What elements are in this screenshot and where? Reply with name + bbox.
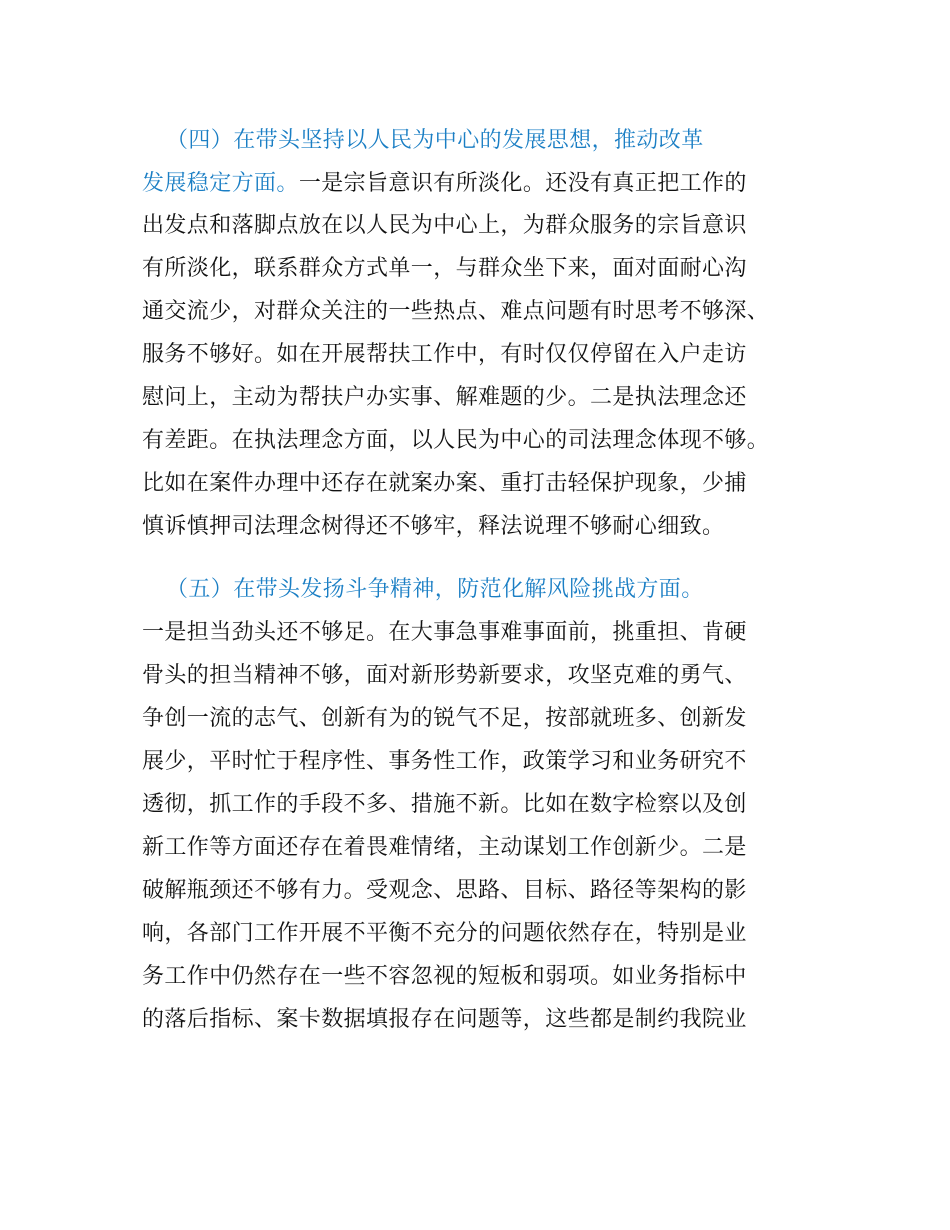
section-4-line-7: 有差距。在执法理念方面，以人民为中心的司法理念体现不够。 [142, 428, 770, 453]
section-4-line-2: 出发点和落脚点放在以人民为中心上，为群众服务的宗旨意识 [142, 213, 747, 238]
section-5-line-9: 务工作中仍然存在一些不容忽视的短板和弱项。如业务指标中 [142, 964, 747, 989]
section-4-line-1 [142, 168, 747, 200]
section-5-line-5: 透彻，抓工作的手段不多、措施不新。比如在数字检察以及创 [142, 792, 747, 817]
section-5-line-6: 新工作等方面还存在着畏难情绪，主动谋划工作创新少。二是 [142, 835, 747, 860]
section-5-heading: （五）在带头发扬斗争精神，防范化解风险挑战方面。 [166, 577, 704, 602]
section-4-heading-line-2: 发展稳定方面。 [142, 171, 299, 196]
section-5-line-10: 的落后指标、案卡数据填报存在问题等，这些都是制约我院业 [142, 1007, 747, 1032]
section-5-line-7: 破解瓶颈还不够有力。受观念、思路、目标、路径等架构的影 [142, 878, 747, 903]
section-4-heading-line-1: （四）在带头坚持以人民为中心的发展思想，推动改革 [166, 128, 704, 153]
section-4-line-3: 有所淡化，联系群众方式单一，与群众坐下来，面对面耐心沟 [142, 256, 747, 281]
section-4-line-4: 通交流少，对群众关注的一些热点、难点问题有时思考不够深、 [142, 299, 770, 324]
section-5-line-2: 骨头的担当精神不够，面对新形势新要求，攻坚克难的勇气、 [142, 663, 747, 688]
section-4-line-8: 比如在案件办理中还存在就案办案、重打击轻保护现象，少捕 [142, 471, 747, 496]
section-5-line-8: 响，各部门工作开展不平衡不充分的问题依然存在，特别是业 [142, 921, 747, 946]
section-4-line-9: 慎诉慎押司法理念树得还不够牢，释法说理不够耐心细致。 [142, 514, 725, 539]
section-4-body-text: 一是宗旨意识有所淡化。还没有真正把工作的 [298, 171, 747, 196]
section-4-line-5: 服务不够好。如在开展帮扶工作中，有时仅仅停留在入户走访 [142, 342, 747, 367]
section-5-line-4: 展少，平时忙于程序性、事务性工作，政策学习和业务研究不 [142, 749, 747, 774]
section-5-line-3: 争创一流的志气、创新有为的锐气不足，按部就班多、创新发 [142, 706, 747, 731]
section-5-line-1: 一是担当劲头还不够足。在大事急事难事面前，挑重担、肯硬 [142, 620, 747, 645]
section-4-line-6: 慰问上，主动为帮扶户办实事、解难题的少。二是执法理念还 [142, 385, 747, 410]
